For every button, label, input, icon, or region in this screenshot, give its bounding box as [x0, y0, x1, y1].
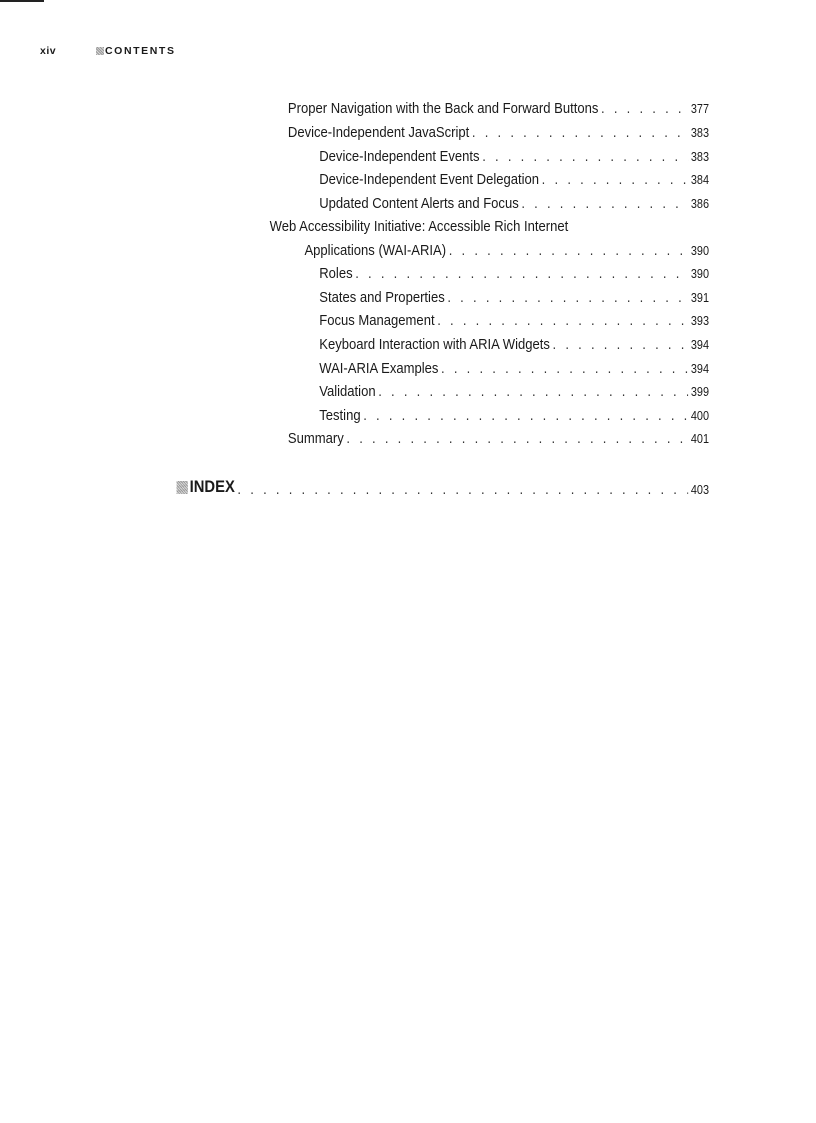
toc-entry-title: Keyboard Interaction with ARIA Widgets [319, 336, 550, 353]
toc-entry[interactable] [270, 218, 569, 235]
toc-entry-page: 394 [690, 338, 709, 352]
toc-entry-page: 399 [690, 385, 709, 399]
toc-entry-title: Device-Independent Events [319, 148, 480, 165]
dot-leader [482, 148, 688, 165]
toc-entry[interactable] [319, 148, 709, 165]
toc-entry[interactable] [319, 360, 709, 377]
index-title: INDEX [189, 477, 235, 496]
dot-leader [521, 195, 688, 212]
dot-leader [601, 100, 688, 117]
toc-entry-title: Focus Management [319, 312, 435, 329]
dot-leader [437, 312, 688, 329]
toc-entry[interactable] [288, 100, 709, 117]
toc-entry-title: Applications (WAI-ARIA) [304, 242, 447, 259]
toc-entry[interactable] [319, 407, 709, 424]
toc-entry-title: Device-Independent JavaScript [287, 124, 470, 141]
toc-entry-page: 377 [690, 102, 709, 116]
toc-entry[interactable] [288, 124, 709, 141]
toc-entry-page: 390 [690, 244, 709, 258]
dot-leader [553, 336, 689, 353]
toc-entry-title: Summary [287, 430, 344, 447]
toc-entry-page: 401 [690, 432, 709, 446]
toc-entry-title: States and Properties [319, 289, 445, 306]
toc-entry[interactable] [319, 195, 709, 212]
section-marker-icon [177, 481, 188, 494]
toc-entry-title: Roles [319, 265, 353, 282]
toc-entry-page: 384 [690, 173, 709, 187]
toc-entry[interactable] [288, 430, 709, 447]
running-head-title: CONTENTS [105, 45, 176, 57]
toc-entry-page: 383 [690, 126, 709, 140]
index-page: 403 [690, 482, 709, 497]
toc-entry-title: Proper Navigation with the Back and Forward Buttons [287, 100, 599, 117]
page-number: xiv [40, 45, 57, 57]
toc-entry-page: 393 [690, 314, 709, 328]
toc-entry[interactable] [319, 289, 709, 306]
toc-entry[interactable] [319, 312, 709, 329]
toc-entry[interactable] [319, 383, 709, 400]
dot-leader [346, 430, 688, 447]
toc-entry-title: WAI-ARIA Examples [319, 360, 439, 377]
dot-leader [542, 171, 689, 188]
dot-leader [237, 481, 688, 498]
dot-leader [355, 265, 688, 282]
toc-entry[interactable] [304, 242, 709, 259]
toc-entry-page: 394 [690, 362, 709, 376]
section-marker-icon [96, 47, 104, 55]
toc-entry-title: Testing [319, 407, 361, 424]
toc-entry-page: 390 [690, 267, 709, 281]
toc-entry-title: Web Accessibility Initiative: Accessible Rich Internet [269, 218, 569, 235]
toc-entry[interactable] [319, 265, 709, 282]
index-heading [177, 477, 235, 497]
dot-leader [378, 383, 688, 400]
dot-leader [363, 407, 688, 424]
toc-index-entry[interactable] [177, 477, 709, 498]
dot-leader [447, 289, 688, 306]
toc-entry-title: Device-Independent Event Delegation [319, 171, 540, 188]
running-header [40, 43, 176, 59]
dot-leader [441, 360, 688, 377]
toc-entry-page: 386 [690, 197, 709, 211]
toc-entry-page: 383 [690, 150, 709, 164]
toc-entry-title: Updated Content Alerts and Focus [319, 195, 519, 212]
toc-entry-page: 400 [690, 409, 709, 423]
dot-leader [472, 124, 688, 141]
toc-entry[interactable] [319, 336, 709, 353]
toc-entry-title: Validation [319, 383, 376, 400]
dot-leader [449, 242, 689, 259]
toc-entry-page: 391 [690, 291, 709, 305]
top-corner-rule [0, 0, 44, 2]
toc-entry[interactable] [319, 171, 709, 188]
